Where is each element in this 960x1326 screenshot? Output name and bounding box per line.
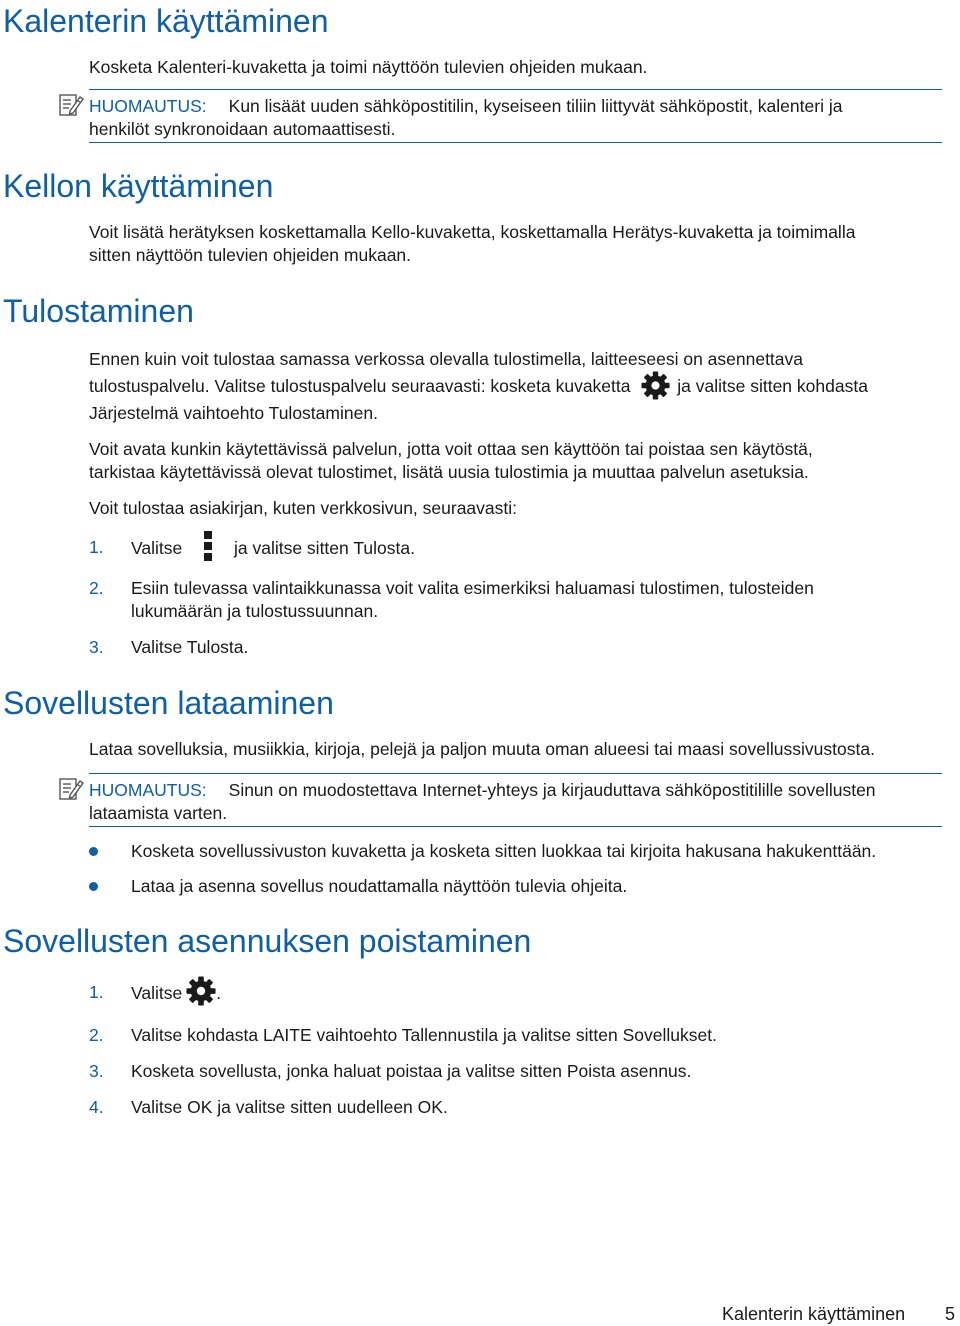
download-bullet-2: Lataa ja asenna sovellus noudattamalla näyttöön tulevia ohjeita. bbox=[131, 876, 628, 896]
step-number: 2. bbox=[89, 578, 104, 598]
calendar-text: Kosketa Kalenteri-kuvaketta ja toimi näyttöön tulevien ohjeiden mukaan. bbox=[89, 57, 648, 77]
settings-gear-icon bbox=[641, 371, 670, 400]
step-number: 1. bbox=[89, 982, 104, 1002]
footer-title: Kalenterin käyttäminen bbox=[722, 1304, 906, 1324]
step-number: 3. bbox=[89, 637, 104, 657]
download-note: HUOMAUTUS: Sinun on muodostettava Internet-yhteys ja kirjauduttava sähköpostitilille sovellusten lataamista varten. bbox=[89, 780, 876, 823]
section-title-calendar: Kalenterin käyttäminen bbox=[3, 3, 329, 39]
section-title-clock: Kellon käyttäminen bbox=[3, 168, 274, 204]
note-pencil-icon bbox=[58, 776, 84, 802]
calendar-note: HUOMAUTUS: Kun lisäät uuden sähköpostitilin, kyseiseen tiliin liittyvät sähköpostit, kalenteri ja henkilöt synkronoidaan automaattisesti. bbox=[89, 96, 843, 139]
settings-gear-icon bbox=[186, 976, 216, 1006]
printing-paragraph-3: Voit tulostaa asiakirjan, kuten verkkosivun, seuraavasti: bbox=[89, 498, 517, 518]
printing-option-name: Tulostaminen bbox=[268, 403, 374, 423]
printing-step-2: Esiin tulevassa valintaikkunassa voit valita esimerkiksi haluamasi tulostimen, tulosteiden lukumäärän ja tulostussuunnan. bbox=[131, 578, 814, 621]
printing-step-1: Valitse ja valitse sitten Tulosta. bbox=[131, 537, 951, 561]
printing-paragraph-1: Ennen kuin voit tulostaa samassa verkossa olevalla tulostimella, laitteeseesi on asennettava tulostuspalvelu. Valitse tulostuspalvelu seuraavasti: kosketa kuvaketta ja valitse sitten kohdasta Järjestelmä vaihtoehto Tulostaminen. bbox=[89, 349, 868, 423]
section-title-download: Sovellusten lataaminen bbox=[3, 685, 334, 721]
download-bullet-1: Kosketa sovellussivuston kuvaketta ja kosketa sitten luokkaa tai kirjoita hakusana hakukenttään. bbox=[131, 841, 877, 861]
note-bottom-rule bbox=[89, 826, 942, 827]
step-number: 2. bbox=[89, 1025, 104, 1045]
printing-paragraph-2: Voit avata kunkin käytettävissä palvelun, jotta voit ottaa sen käyttöön tai poistaa sen käytöstä, tarkistaa käytettävissä olevat tulostimet, lisätä uusia tulostimia ja muuttaa palvelun asetuksia. bbox=[89, 439, 813, 482]
download-text: Lataa sovelluksia, musiikkia, kirjoja, pelejä ja paljon muuta oman alueesi tai maasi sovellussivustosta. bbox=[89, 739, 875, 759]
step-number: 1. bbox=[89, 537, 104, 557]
page-number: 5 bbox=[945, 1304, 956, 1324]
note-label: HUOMAUTUS: bbox=[89, 780, 207, 800]
note-pencil-icon bbox=[58, 92, 84, 118]
bullet-dot bbox=[89, 847, 98, 856]
note-top-rule bbox=[89, 773, 942, 774]
section-title-printing: Tulostaminen bbox=[3, 293, 194, 329]
section-title-uninstall: Sovellusten asennuksen poistaminen bbox=[3, 923, 532, 959]
uninstall-step-1: Valitse . bbox=[131, 982, 951, 1006]
overflow-menu-icon bbox=[201, 531, 215, 561]
step-number: 3. bbox=[89, 1061, 104, 1081]
system-menu-name: Järjestelmä bbox=[89, 403, 179, 423]
uninstall-step-4: Valitse OK ja valitse sitten uudelleen OK. bbox=[131, 1097, 448, 1117]
note-top-rule bbox=[89, 89, 942, 90]
note-bottom-rule bbox=[89, 142, 942, 143]
note-label: HUOMAUTUS: bbox=[89, 96, 207, 116]
printing-step-3: Valitse Tulosta. bbox=[131, 637, 249, 657]
uninstall-step-2: Valitse kohdasta LAITE vaihtoehto Tallennustila ja valitse sitten Sovellukset. bbox=[131, 1025, 717, 1045]
bullet-dot bbox=[89, 882, 98, 891]
step-number: 4. bbox=[89, 1097, 104, 1117]
uninstall-step-3: Kosketa sovellusta, jonka haluat poistaa ja valitse sitten Poista asennus. bbox=[131, 1061, 692, 1081]
calendar-app-name: Kalenteri bbox=[157, 57, 227, 77]
clock-text: Voit lisätä herätyksen koskettamalla Kello-kuvaketta, koskettamalla Herätys-kuvaketta ja toimimalla sitten näyttöön tulevien ohjeiden mukaan. bbox=[89, 222, 856, 265]
